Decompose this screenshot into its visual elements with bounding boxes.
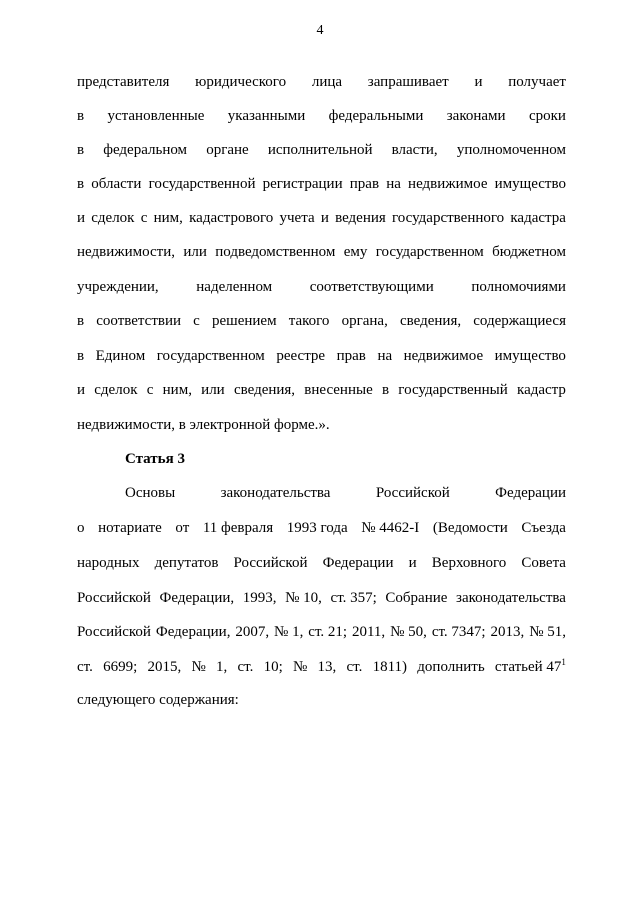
word: установленные bbox=[107, 108, 205, 124]
word: с bbox=[140, 210, 148, 226]
word: нотариате bbox=[98, 520, 162, 536]
word: такого bbox=[288, 313, 330, 329]
word: регистрации bbox=[262, 176, 343, 192]
word: кадастр bbox=[517, 382, 566, 398]
word: в bbox=[77, 176, 85, 192]
word: 2015, bbox=[147, 659, 182, 675]
word: 2013, bbox=[490, 624, 525, 640]
word: Едином bbox=[95, 348, 146, 364]
word: в bbox=[77, 348, 85, 364]
word: Федерации bbox=[322, 555, 394, 571]
word: или bbox=[201, 382, 225, 398]
word: Российской bbox=[375, 485, 450, 501]
reference-text: статьей 47 bbox=[494, 659, 562, 675]
paragraph-1-line bbox=[77, 72, 566, 92]
word: 1993 года bbox=[286, 520, 348, 536]
word: Федерации bbox=[495, 485, 566, 501]
word: Верховного bbox=[431, 555, 507, 571]
word: содержащиеся bbox=[473, 313, 566, 329]
word: государственный bbox=[398, 382, 508, 398]
word: 13, bbox=[317, 659, 337, 675]
word: 1993, bbox=[242, 590, 277, 606]
word: Российской bbox=[233, 555, 308, 571]
word: государственном bbox=[156, 348, 265, 364]
word: юридического bbox=[195, 74, 287, 90]
word: уполномоченном bbox=[456, 142, 566, 158]
superscript: 1 bbox=[561, 657, 566, 667]
word: дополнить bbox=[417, 659, 485, 675]
word: государственной bbox=[148, 176, 256, 192]
word: 2007, bbox=[235, 624, 270, 640]
article-first-line bbox=[125, 483, 566, 503]
word: 10; bbox=[263, 659, 283, 675]
word: 1, bbox=[216, 659, 228, 675]
word: ст. bbox=[77, 659, 93, 675]
paragraph-1-line bbox=[77, 140, 566, 160]
word: имущество bbox=[494, 176, 566, 192]
word: в bbox=[381, 382, 390, 398]
word: внесенные bbox=[304, 382, 373, 398]
word: прав bbox=[336, 348, 366, 364]
word: государственного bbox=[392, 210, 505, 226]
word: на bbox=[377, 348, 393, 364]
word: депутатов bbox=[154, 555, 219, 571]
word: бюджетном bbox=[492, 244, 566, 260]
article-line bbox=[77, 622, 566, 642]
word: № bbox=[292, 659, 308, 675]
word: и bbox=[77, 382, 86, 398]
word: и bbox=[77, 210, 86, 226]
word: соответствии bbox=[96, 313, 182, 329]
word: ему bbox=[343, 244, 368, 260]
word: кадастрового bbox=[189, 210, 274, 226]
word: и bbox=[320, 210, 329, 226]
paragraph-1-line bbox=[77, 174, 566, 194]
word: полномочиями bbox=[471, 279, 566, 295]
word: с bbox=[193, 313, 200, 329]
word: ним, bbox=[162, 382, 192, 398]
word: области bbox=[91, 176, 142, 192]
word: ведения bbox=[335, 210, 386, 226]
paragraph-1-last-line: недвижимости, в электронной форме.». bbox=[77, 417, 330, 433]
word: соответствующими bbox=[309, 279, 434, 295]
word: законодательства bbox=[456, 590, 566, 606]
article-heading: Статья 3 bbox=[125, 451, 185, 467]
word: прав bbox=[349, 176, 380, 192]
article-line-6-tail bbox=[495, 657, 566, 677]
word: Российской bbox=[77, 590, 151, 606]
word: законодательства bbox=[220, 485, 331, 501]
word: наделенном bbox=[196, 279, 273, 295]
word: имущество bbox=[494, 348, 566, 364]
word: Федерации, bbox=[159, 590, 235, 606]
word: ст. bbox=[346, 659, 363, 675]
word: Совета bbox=[521, 555, 566, 571]
word: с bbox=[146, 382, 154, 398]
word: № 1, bbox=[274, 624, 304, 640]
word: законами bbox=[446, 108, 506, 124]
paragraph-1-line bbox=[77, 242, 566, 262]
word: Федерации, bbox=[155, 624, 231, 640]
word: сведения, bbox=[233, 382, 296, 398]
word: в bbox=[77, 313, 85, 329]
word: исполнительной bbox=[267, 142, 373, 158]
word: народных bbox=[77, 555, 140, 571]
word: указанными bbox=[227, 108, 306, 124]
word: запрашивает bbox=[367, 74, 449, 90]
word: № 50, bbox=[390, 624, 427, 640]
word: власти, bbox=[391, 142, 438, 158]
word: сведения, bbox=[400, 313, 462, 329]
word: сделок bbox=[94, 382, 138, 398]
word: Съезда bbox=[521, 520, 566, 536]
paragraph-1-line bbox=[77, 380, 566, 400]
word: представителя bbox=[77, 74, 170, 90]
word: № bbox=[191, 659, 206, 675]
word: учреждении, bbox=[77, 279, 159, 295]
word: № 10, bbox=[285, 590, 322, 606]
article-last-line: следующего содержания: bbox=[77, 692, 239, 708]
word: № 51, bbox=[529, 624, 566, 640]
word: ст. 357; bbox=[330, 590, 377, 606]
word: на bbox=[386, 176, 401, 192]
word: № 4462-I bbox=[361, 520, 420, 536]
word: в bbox=[77, 142, 85, 158]
word: и bbox=[474, 74, 483, 90]
word: недвижимости, bbox=[77, 244, 175, 260]
word: решением bbox=[212, 313, 277, 329]
word: 11 февраля bbox=[202, 520, 274, 536]
word: реестре bbox=[276, 348, 326, 364]
word: 6699; bbox=[103, 659, 138, 675]
paragraph-1-line bbox=[77, 208, 566, 228]
word: получает bbox=[508, 74, 566, 90]
word: федеральными bbox=[328, 108, 424, 124]
word: 1811) bbox=[372, 659, 408, 675]
word: органа, bbox=[341, 313, 388, 329]
article-line bbox=[77, 553, 566, 573]
word: от bbox=[175, 520, 190, 536]
word: органе bbox=[206, 142, 249, 158]
word: Собрание bbox=[385, 590, 448, 606]
word: лица bbox=[311, 74, 343, 90]
word: ст. 21; bbox=[308, 624, 348, 640]
paragraph-1-line bbox=[77, 106, 566, 126]
word: подведомственном bbox=[215, 244, 336, 260]
word: (Ведомости bbox=[432, 520, 508, 536]
paragraph-1-line bbox=[77, 277, 566, 297]
paragraph-1-line bbox=[77, 311, 566, 331]
word: о bbox=[77, 520, 85, 536]
word: учета bbox=[279, 210, 315, 226]
article-line bbox=[77, 588, 566, 608]
paragraph-1-line bbox=[77, 346, 566, 366]
word: или bbox=[183, 244, 207, 260]
word: ст. bbox=[237, 659, 254, 675]
word: Российской bbox=[77, 624, 151, 640]
word: Основы bbox=[125, 485, 176, 501]
word: сроки bbox=[528, 108, 566, 124]
word: и bbox=[408, 555, 417, 571]
word: в bbox=[77, 108, 85, 124]
word: ст. 7347; bbox=[431, 624, 486, 640]
word: недвижимое bbox=[408, 176, 488, 192]
word: государственном bbox=[375, 244, 484, 260]
word: 2011, bbox=[351, 624, 386, 640]
article-line bbox=[77, 518, 566, 538]
word: кадастра bbox=[510, 210, 566, 226]
word: сделок bbox=[91, 210, 135, 226]
word: недвижимое bbox=[403, 348, 484, 364]
word: ним, bbox=[153, 210, 183, 226]
page-number: 4 bbox=[316, 23, 324, 38]
word: федеральном bbox=[103, 142, 188, 158]
article-line-6 bbox=[77, 657, 566, 677]
